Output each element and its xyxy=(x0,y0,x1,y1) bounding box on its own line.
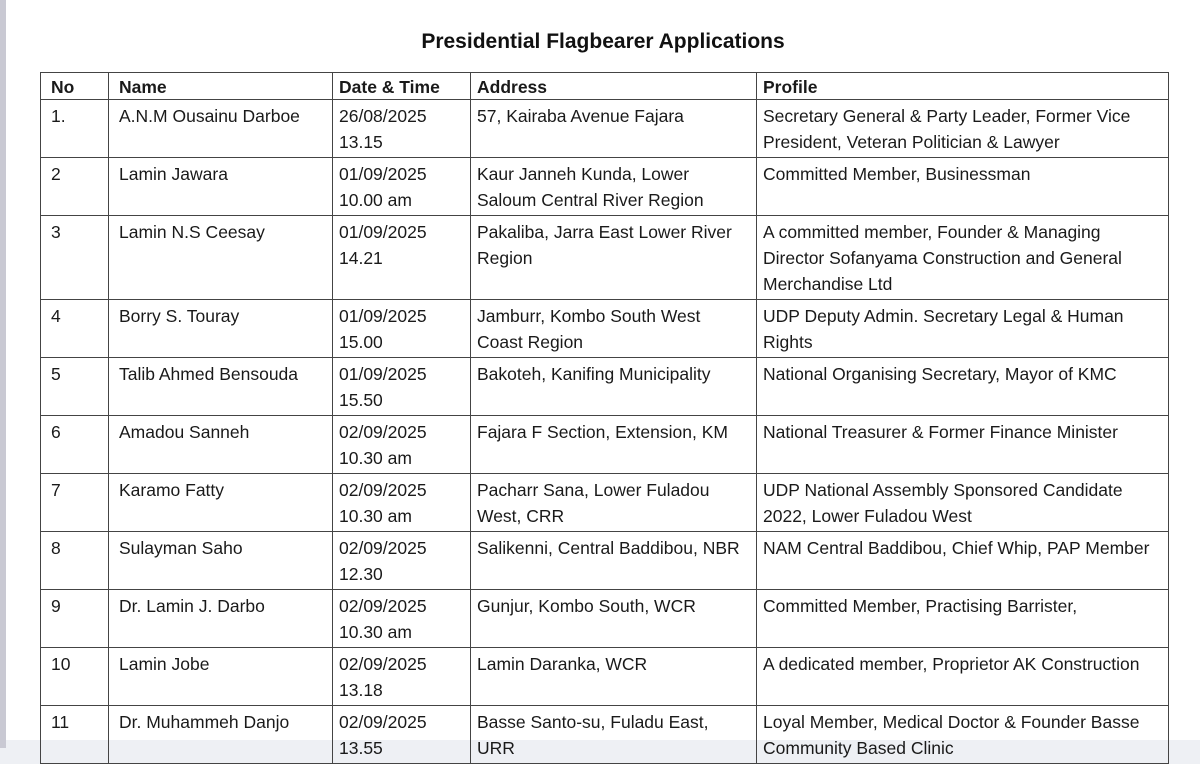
cell-datetime xyxy=(333,590,471,648)
cell-address: Pacharr Sana, Lower Fuladou West, CRR xyxy=(471,474,757,532)
cell-datetime xyxy=(333,474,471,532)
cell-name: Dr. Lamin J. Darbo xyxy=(109,590,333,648)
header-name: Name xyxy=(109,73,333,100)
cell-name: Lamin Jobe xyxy=(109,648,333,706)
cell-datetime xyxy=(333,706,471,764)
cell-datetime xyxy=(333,216,471,300)
table-row xyxy=(41,648,1169,706)
cell-time: 13.18 xyxy=(339,680,383,700)
cell-date: 02/09/2025 xyxy=(339,422,427,442)
cell-profile: NAM Central Baddibou, Chief Whip, PAP Member xyxy=(757,532,1169,590)
cell-profile: National Organising Secretary, Mayor of KMC xyxy=(757,358,1169,416)
cell-time: 13.15 xyxy=(339,132,383,152)
cell-datetime xyxy=(333,648,471,706)
table-body xyxy=(41,100,1169,764)
cell-datetime xyxy=(333,300,471,358)
cell-name: Karamo Fatty xyxy=(109,474,333,532)
cell-time: 12.30 xyxy=(339,564,383,584)
cell-datetime xyxy=(333,416,471,474)
cell-profile: UDP National Assembly Sponsored Candidate 2022, Lower Fuladou West xyxy=(757,474,1169,532)
table-header-row xyxy=(41,73,1169,100)
cell-date: 02/09/2025 xyxy=(339,712,427,732)
cell-datetime xyxy=(333,158,471,216)
cell-profile: A committed member, Founder & Managing Director Sofanyama Construction and General Merchandise Ltd xyxy=(757,216,1169,300)
cell-no: 4 xyxy=(41,300,109,358)
cell-profile: A dedicated member, Proprietor AK Construction xyxy=(757,648,1169,706)
cell-address: Fajara F Section, Extension, KM xyxy=(471,416,757,474)
document-title: Presidential Flagbearer Applications xyxy=(421,30,785,53)
cell-address: 57, Kairaba Avenue Fajara xyxy=(471,100,757,158)
cell-name: Sulayman Saho xyxy=(109,532,333,590)
applications-table xyxy=(40,72,1169,764)
cell-no: 5 xyxy=(41,358,109,416)
cell-date: 01/09/2025 xyxy=(339,306,427,326)
cell-no: 10 xyxy=(41,648,109,706)
header-no: No xyxy=(41,73,109,100)
cell-name: Talib Ahmed Bensouda xyxy=(109,358,333,416)
cell-date: 02/09/2025 xyxy=(339,538,427,558)
cell-date: 01/09/2025 xyxy=(339,364,427,384)
cell-no: 6 xyxy=(41,416,109,474)
cell-no: 11 xyxy=(41,706,109,764)
cell-no: 7 xyxy=(41,474,109,532)
cell-date: 02/09/2025 xyxy=(339,480,427,500)
table-row xyxy=(41,706,1169,764)
table-row xyxy=(41,100,1169,158)
cell-profile: Loyal Member, Medical Doctor & Founder Basse Community Based Clinic xyxy=(757,706,1169,764)
cell-profile: National Treasurer & Former Finance Minister xyxy=(757,416,1169,474)
cell-no: 9 xyxy=(41,590,109,648)
header-profile: Profile xyxy=(757,73,1169,100)
cell-datetime xyxy=(333,532,471,590)
header-address: Address xyxy=(471,73,757,100)
cell-address: Jamburr, Kombo South West Coast Region xyxy=(471,300,757,358)
cell-time: 10.30 am xyxy=(339,506,412,526)
cell-name: Lamin N.S Ceesay xyxy=(109,216,333,300)
table-row xyxy=(41,158,1169,216)
cell-name: Borry S. Touray xyxy=(109,300,333,358)
cell-address: Bakoteh, Kanifing Municipality xyxy=(471,358,757,416)
cell-address: Lamin Daranka, WCR xyxy=(471,648,757,706)
cell-time: 15.50 xyxy=(339,390,383,410)
cell-time: 10.00 am xyxy=(339,190,412,210)
cell-profile: UDP Deputy Admin. Secretary Legal & Human Rights xyxy=(757,300,1169,358)
cell-no: 2 xyxy=(41,158,109,216)
cell-name: Amadou Sanneh xyxy=(109,416,333,474)
table-row xyxy=(41,532,1169,590)
cell-address: Pakaliba, Jarra East Lower River Region xyxy=(471,216,757,300)
document-page xyxy=(6,0,1200,758)
table-row xyxy=(41,590,1169,648)
table-row xyxy=(41,416,1169,474)
cell-name: Lamin Jawara xyxy=(109,158,333,216)
table-row xyxy=(41,358,1169,416)
cell-time: 15.00 xyxy=(339,332,383,352)
table-row xyxy=(41,300,1169,358)
cell-time: 14.21 xyxy=(339,248,383,268)
cell-datetime xyxy=(333,358,471,416)
header-datetime: Date & Time xyxy=(333,73,471,100)
cell-date: 01/09/2025 xyxy=(339,164,427,184)
cell-profile: Secretary General & Party Leader, Former Vice President, Veteran Politician & Lawyer xyxy=(757,100,1169,158)
cell-time: 13.55 xyxy=(339,738,383,758)
cell-time: 10.30 am xyxy=(339,448,412,468)
cell-address: Salikenni, Central Baddibou, NBR xyxy=(471,532,757,590)
cell-address: Basse Santo-su, Fuladu East, URR xyxy=(471,706,757,764)
cell-name: A.N.M Ousainu Darboe xyxy=(109,100,333,158)
cell-date: 01/09/2025 xyxy=(339,222,427,242)
cell-date: 02/09/2025 xyxy=(339,654,427,674)
cell-date: 02/09/2025 xyxy=(339,596,427,616)
cell-no: 8 xyxy=(41,532,109,590)
cell-no: 3 xyxy=(41,216,109,300)
cell-date: 26/08/2025 xyxy=(339,106,427,126)
cell-address: Gunjur, Kombo South, WCR xyxy=(471,590,757,648)
cell-profile: Committed Member, Businessman xyxy=(757,158,1169,216)
cell-name: Dr. Muhammeh Danjo xyxy=(109,706,333,764)
cell-address: Kaur Janneh Kunda, Lower Saloum Central River Region xyxy=(471,158,757,216)
cell-time: 10.30 am xyxy=(339,622,412,642)
table-row xyxy=(41,474,1169,532)
table-row xyxy=(41,216,1169,300)
cell-profile: Committed Member, Practising Barrister, xyxy=(757,590,1169,648)
cell-no: 1. xyxy=(41,100,109,158)
cell-datetime xyxy=(333,100,471,158)
